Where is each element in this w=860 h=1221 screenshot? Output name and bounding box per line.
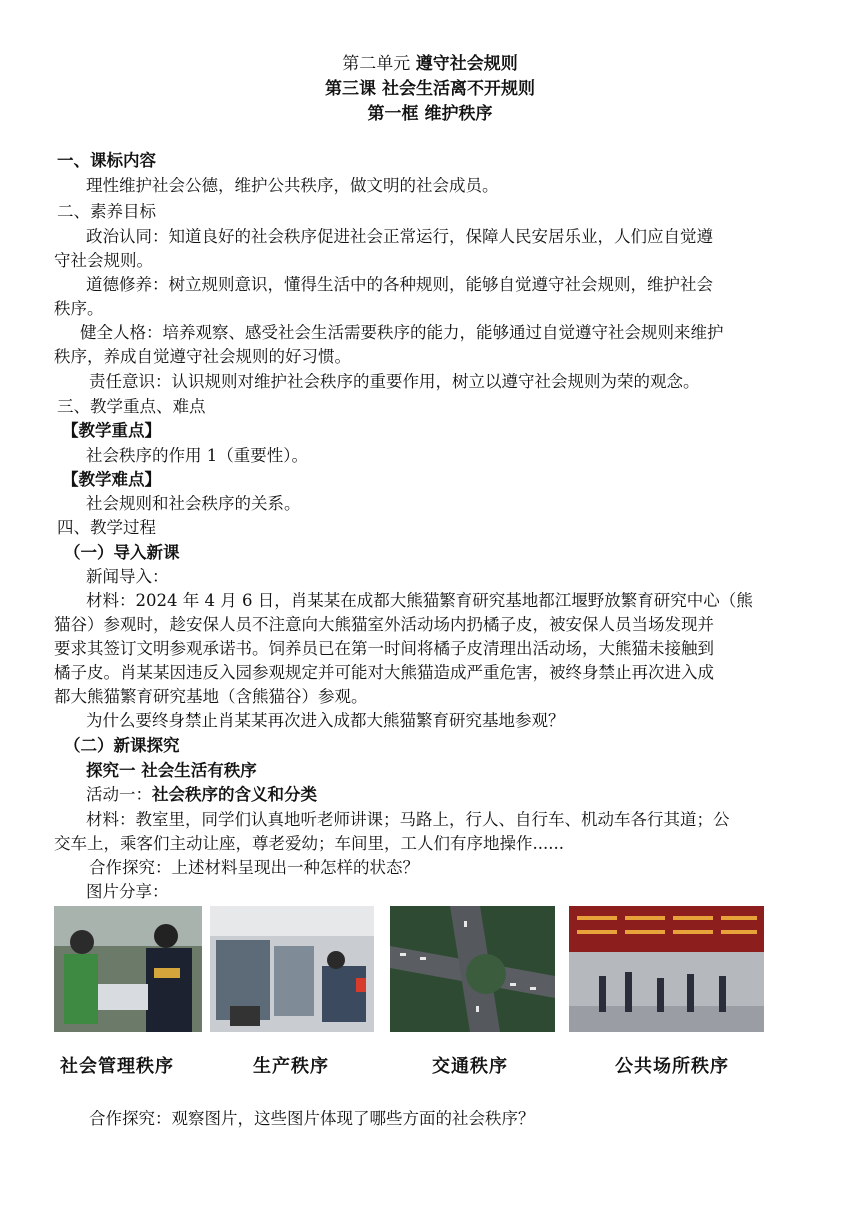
goal-moral-line1: 道德修养：树立规则意识，懂得生活中的各种规则，能够自觉遵守社会规则，维护社会	[86, 275, 713, 294]
news-intro: 新闻导入：	[86, 567, 169, 586]
activity-one-prefix: 活动一：	[86, 785, 152, 804]
difficulty-text: 社会规则和社会秩序的关系。	[86, 494, 301, 513]
section-heading-process: 四、教学过程	[57, 518, 156, 537]
section-heading-curriculum: 一、课标内容	[57, 151, 156, 170]
material-line2: 猫谷）参观时，趁安保人员不注意向大熊猫室外活动场内扔橘子皮，被安保人员当场发现并	[54, 615, 714, 634]
goal-political-line2: 守社会规则。	[54, 251, 153, 270]
picture-share-label: 图片分享：	[86, 882, 169, 901]
unit-name: 遵守社会规则	[415, 54, 518, 74]
cooperative-question-1: 合作探究：上述材料呈现出一种怎样的状态？	[89, 858, 419, 877]
goal-personality-line1: 健全人格：培养观察、感受社会生活需要秩序的能力，能够通过自觉遵守社会规则来维护	[80, 323, 724, 342]
intro-heading: （一）导入新课	[64, 543, 180, 562]
material-line5: 都大熊猫繁育研究基地（含熊猫谷）参观。	[54, 687, 368, 706]
key-point-text: 社会秩序的作用 1（重要性）。	[86, 446, 308, 465]
caption-production: 生产秩序	[253, 1056, 329, 1077]
curriculum-text: 理性维护社会公德，维护公共秩序，做文明的社会成员。	[86, 176, 499, 195]
material-line3: 要求其签订文明参观承诺书。饲养员已在第一时间将橘子皮清理出活动场，大熊猫未接触到	[54, 639, 714, 658]
unit-title	[0, 53, 860, 75]
goal-political-line1: 政治认同：知道良好的社会秩序促进社会正常运行，保障人民安居乐业，人们应自觉遵	[86, 227, 713, 246]
caption-traffic: 交通秩序	[432, 1056, 508, 1077]
explore-one-heading: 探究一 社会生活有秩序	[86, 761, 257, 780]
activity-material-line1: 材料：教室里，同学们认真地听老师讲课；马路上，行人、自行车、机动车各行其道；公	[86, 810, 730, 829]
station-hall-photo	[569, 906, 764, 1032]
material-line1: 材料：2024 年 4 月 6 日，肖某某在成都大熊猫繁育研究基地都江堰野放繁育研究中心（熊	[86, 591, 753, 610]
caption-public-places: 公共场所秩序	[615, 1056, 729, 1077]
activity-one-title: 社会秩序的含义和分类	[152, 785, 317, 804]
activity-one-heading	[86, 784, 317, 806]
unit-prefix: 第二单元	[342, 54, 411, 74]
frame-title: 第一框 维护秩序	[367, 104, 493, 124]
difficulty-label: 【教学难点】	[62, 470, 161, 489]
intro-question: 为什么要终身禁止肖某某再次进入成都大熊猫繁育研究基地参观？	[86, 711, 565, 730]
activity-material-line2: 交车上，乘客们主动让座，尊老爱幼；车间里，工人们有序地操作......	[54, 834, 564, 853]
section-heading-goals: 二、素养目标	[57, 202, 156, 221]
goal-responsibility: 责任意识：认识规则对维护社会秩序的重要作用，树立以遵守社会规则为荣的观念。	[89, 372, 700, 391]
new-lesson-heading: （二）新课探究	[64, 736, 180, 755]
highway-traffic-photo	[390, 906, 555, 1032]
goal-moral-line2: 秩序。	[54, 299, 104, 318]
key-point-label: 【教学重点】	[62, 421, 161, 440]
goal-personality-line2: 秩序，养成自觉遵守社会规则的好习惯。	[54, 347, 351, 366]
factory-workshop-photo	[210, 906, 374, 1032]
lesson-title: 第三课 社会生活离不开规则	[325, 79, 535, 99]
caption-social-management: 社会管理秩序	[60, 1056, 174, 1077]
material-line4: 橘子皮。肖某某因违反入园参观规定并可能对大熊猫造成严重危害，被终身禁止再次进入成	[54, 663, 714, 682]
section-heading-key-points: 三、教学重点、难点	[57, 397, 206, 416]
cooperative-question-2: 合作探究：观察图片，这些图片体现了哪些方面的社会秩序？	[89, 1109, 535, 1128]
community-checkpoint-photo	[54, 906, 202, 1032]
